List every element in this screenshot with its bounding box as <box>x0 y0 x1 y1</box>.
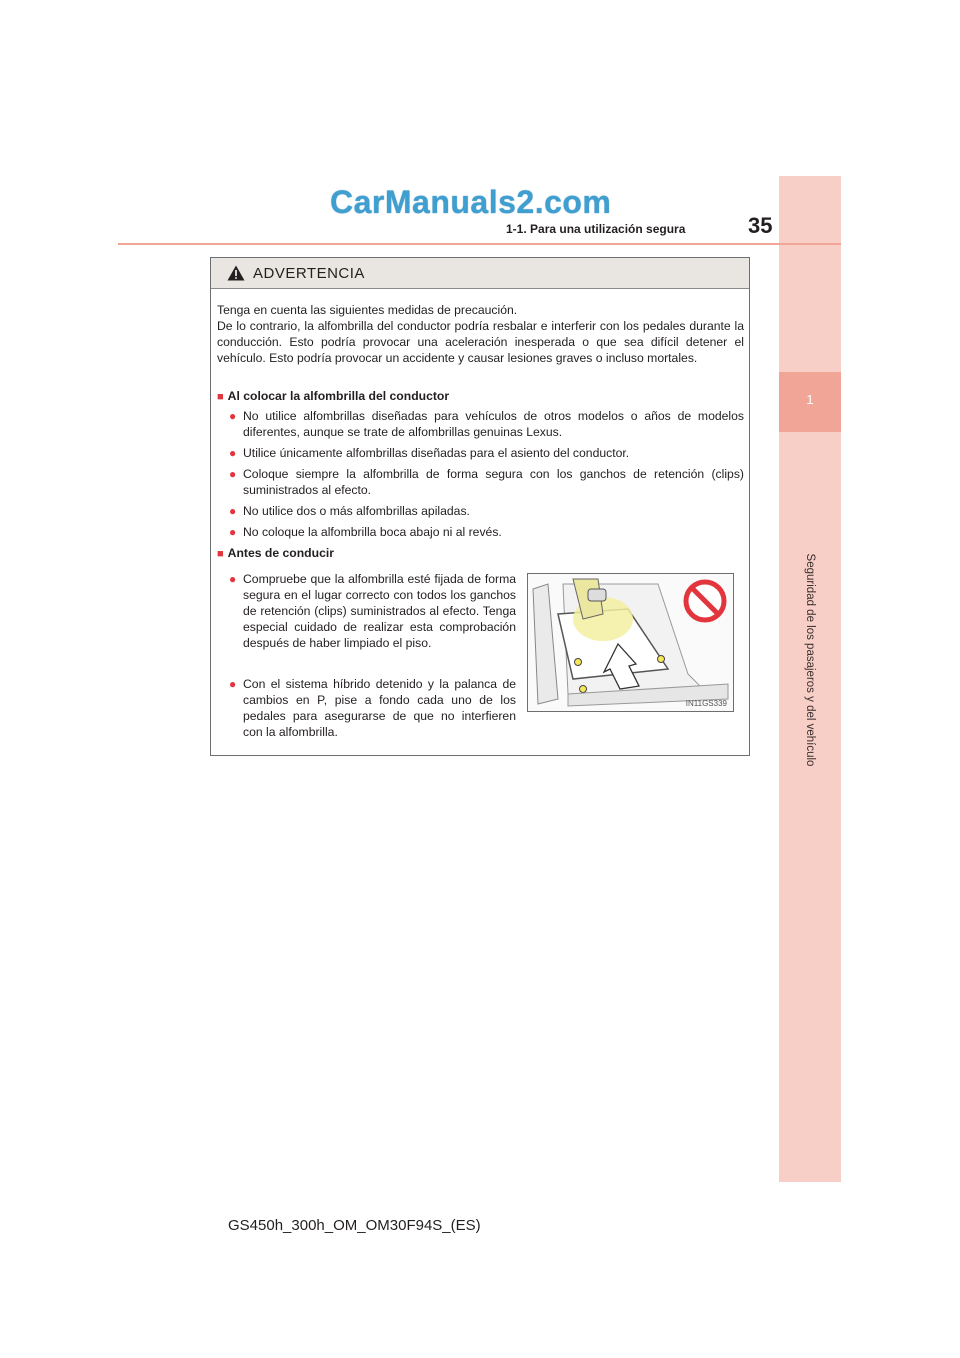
warning-header <box>211 258 749 289</box>
list-item: ● Utilice únicamente alfombrillas diseñadas para el asiento del conductor. <box>229 446 630 460</box>
bullet-dot-icon: ● <box>229 677 237 691</box>
list-item: ● Coloque siempre la alfombrilla de forma segura con los ganchos de retención (clips) suministrados al efecto. <box>229 467 744 497</box>
warning-triangle-icon <box>227 265 245 281</box>
subsection-heading: ■ Al colocar la alfombrilla del conductor <box>217 389 450 403</box>
section-title: 1-1. Para una utilización segura <box>506 222 686 236</box>
chapter-title: Seguridad de los pasajeros y del vehículo <box>804 553 816 767</box>
intro-paragraph: De lo contrario, la alfombrilla del conductor podría resbalar e interferir con los pedales durante la conducción. Esto podría provocar una aceleración inesperada o que sea difícil detener el vehículo. Esto podría provocar un accidente y causar lesiones graves o incluso mortales. <box>217 319 744 365</box>
intro-line-1: Tenga en cuenta las siguientes medidas de precaución. <box>217 303 518 317</box>
bullet-dot-icon: ● <box>229 467 237 481</box>
list-item: ● No utilice alfombrillas diseñadas para vehículos de otros modelos o años de modelos diferentes, aunque se trate de alfombrillas genuinas Lexus. <box>229 409 744 439</box>
bullet-dot-icon: ● <box>229 409 237 423</box>
subsection-heading: ■ Antes de conducir <box>217 546 334 560</box>
list-item: ● Compruebe que la alfombrilla esté fijada de forma segura en el lugar correcto con todos los ganchos de retención (clips) suministrados al efecto. Tenga especial cuidado de realizar esta comprobación después de haber limpiado el piso. <box>229 572 516 650</box>
bullet-dot-icon: ● <box>229 572 237 586</box>
chapter-number: 1 <box>779 372 841 432</box>
warning-title: ADVERTENCIA <box>253 264 365 282</box>
page-number: 35 <box>748 213 773 238</box>
floor-mat-drawing <box>528 574 733 711</box>
bullet-dot-icon: ● <box>229 446 237 460</box>
watermark-link[interactable]: CarManuals2.com <box>330 184 612 220</box>
floor-mat-illustration <box>527 573 734 712</box>
bullet-dot-icon: ● <box>229 504 237 518</box>
square-bullet-icon: ■ <box>217 391 224 403</box>
square-bullet-icon: ■ <box>217 548 224 560</box>
warning-box <box>210 257 750 756</box>
illustration-code: IN11GS339 <box>685 699 727 708</box>
document-code: GS450h_300h_OM_OM30F94S_(ES) <box>228 1217 481 1234</box>
bullet-dot-icon: ● <box>229 525 237 539</box>
header-divider <box>118 243 841 245</box>
list-item: ● No utilice dos o más alfombrillas apiladas. <box>229 504 470 518</box>
list-item: ● Con el sistema híbrido detenido y la palanca de cambios en P, pise a fondo cada uno de los pedales para asegurarse de que no interfieren con la alfombrilla. <box>229 677 516 739</box>
list-item: ● No coloque la alfombrilla boca abajo ni al revés. <box>229 525 502 539</box>
warning-intro <box>217 302 744 366</box>
